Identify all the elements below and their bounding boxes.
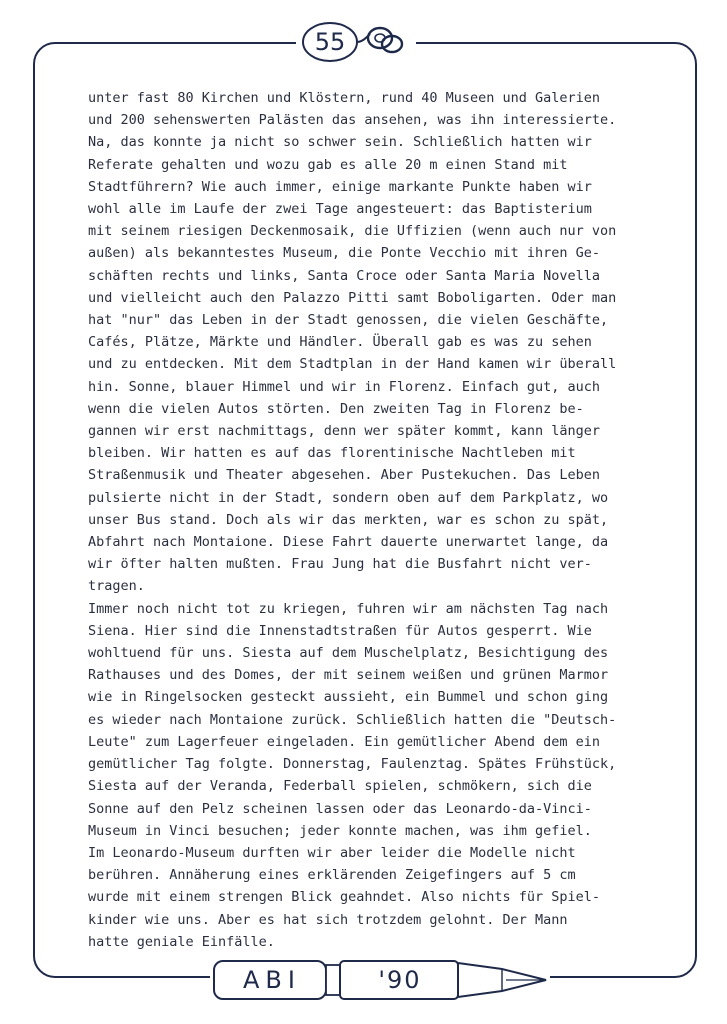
- article-text: [88, 87, 678, 953]
- article-line: und vielleicht auch den Palazzo Pitti samt Boboligarten. Oder man: [88, 289, 617, 306]
- article-line: unser Bus stand. Doch als wir das merkten, war es schon zu spät,: [88, 511, 609, 528]
- article-line: Leute" zum Lagerfeuer eingeladen. Ein gemütlicher Abend dem ein: [88, 733, 601, 750]
- article-line: wie in Ringelsocken gesteckt aussieht, ein Bummel und schon ging: [88, 689, 609, 706]
- article-line: Museum in Vinci besuchen; jeder konnte machen, was ihm gefiel.: [88, 822, 592, 839]
- article-line: Immer noch nicht tot zu kriegen, fuhren wir am nächsten Tag nach: [88, 600, 609, 617]
- article-line: wurde mit einem strengen Blick geahndet. Also nichts für Spiel-: [88, 889, 601, 906]
- article-line: unter fast 80 Kirchen und Klöstern, rund 40 Museen und Galerien: [88, 90, 601, 106]
- article-line: bleiben. Wir hatten es auf das florentinische Nachtleben mit: [88, 445, 576, 462]
- article-line: Na, das konnte ja nicht so schwer sein. Schließlich hatten wir: [88, 134, 592, 151]
- article-line: berühren. Annäherung eines erklärenden Zeigefingers auf 5 cm: [88, 867, 576, 884]
- article-line: außen) als bekanntestes Museum, die Ponte Vecchio mit ihren Ge-: [88, 245, 601, 262]
- footer-abi-label: ABI: [243, 966, 301, 994]
- article-line: tragen.: [88, 578, 145, 595]
- article-line: hat "nur" das Leben in der Stadt genossen, die vielen Geschäfte,: [88, 312, 609, 329]
- page-number: 55: [314, 28, 346, 56]
- article-line: wohltuend für uns. Siesta auf dem Muschelplatz, Besichtigung des: [88, 645, 609, 662]
- article-line: wenn die vielen Autos störten. Den zweiten Tag in Florenz be-: [88, 400, 584, 417]
- article-line: pulsierte nicht in der Stadt, sondern oben auf dem Parkplatz, wo: [88, 489, 609, 506]
- article-line: schäften rechts und links, Santa Croce oder Santa Maria Novella: [88, 267, 601, 284]
- article-line: Straßenmusik und Theater abgesehen. Aber Pustekuchen. Das Leben: [88, 467, 601, 484]
- article-line: und 200 sehenswerten Palästen das ansehen, was ihn interessierte.: [88, 112, 617, 129]
- article-line: Referate gehalten und wozu gab es alle 20 m einen Stand mit: [88, 156, 568, 173]
- article-line: und zu entdecken. Mit dem Stadtplan in der Hand kamen wir überall: [88, 356, 617, 373]
- article-line: hin. Sonne, blauer Himmel und wir in Florenz. Einfach gut, auch: [88, 378, 601, 395]
- article-line: Abfahrt nach Montaione. Diese Fahrt dauerte unerwartet lange, da: [88, 534, 609, 551]
- article-line: es wieder nach Montaione zurück. Schließlich hatten die "Deutsch-: [88, 711, 617, 728]
- article-line: Im Leonardo-Museum durften wir aber leider die Modelle nicht: [88, 844, 576, 861]
- article-line: Stadtführern? Wie auch immer, einige markante Punkte haben wir: [88, 178, 592, 195]
- page-number-emblem: [296, 18, 416, 66]
- footer-year-label: '90: [378, 966, 422, 994]
- article-line: Rathauses und des Domes, der mit seinem weißen und grünen Marmor: [88, 667, 609, 684]
- article-line: gemütlicher Tag folgte. Donnerstag, Faulenztag. Spätes Frühstück,: [88, 756, 617, 773]
- footer-pen-banner: [210, 955, 550, 1005]
- article-line: wohl alle im Laufe der zwei Tage angesteuert: das Baptisterium: [88, 201, 592, 218]
- article-line: Siesta auf der Veranda, Federball spielen, schmökern, sich die: [88, 778, 592, 795]
- article-line: gannen wir erst nachmittags, denn wer später kommt, kann länger: [88, 423, 601, 440]
- article-line: Sonne auf den Pelz scheinen lassen oder das Leonardo-da-Vinci-: [88, 800, 592, 817]
- article-line: wir öfter halten mußten. Frau Jung hat die Busfahrt nicht ver-: [88, 556, 592, 573]
- article-line: Siena. Hier sind die Innenstadtstraßen für Autos gesperrt. Wie: [88, 622, 592, 639]
- article-line: mit seinem riesigen Deckenmosaik, die Uffizien (wenn auch nur von: [88, 223, 617, 240]
- article-line: hatte geniale Einfälle.: [88, 933, 275, 950]
- article-line: Cafés, Plätze, Märkte und Händler. Überall gab es was zu sehen: [88, 334, 592, 351]
- article-line: kinder wie uns. Aber es hat sich trotzdem gelohnt. Der Mann: [88, 911, 568, 928]
